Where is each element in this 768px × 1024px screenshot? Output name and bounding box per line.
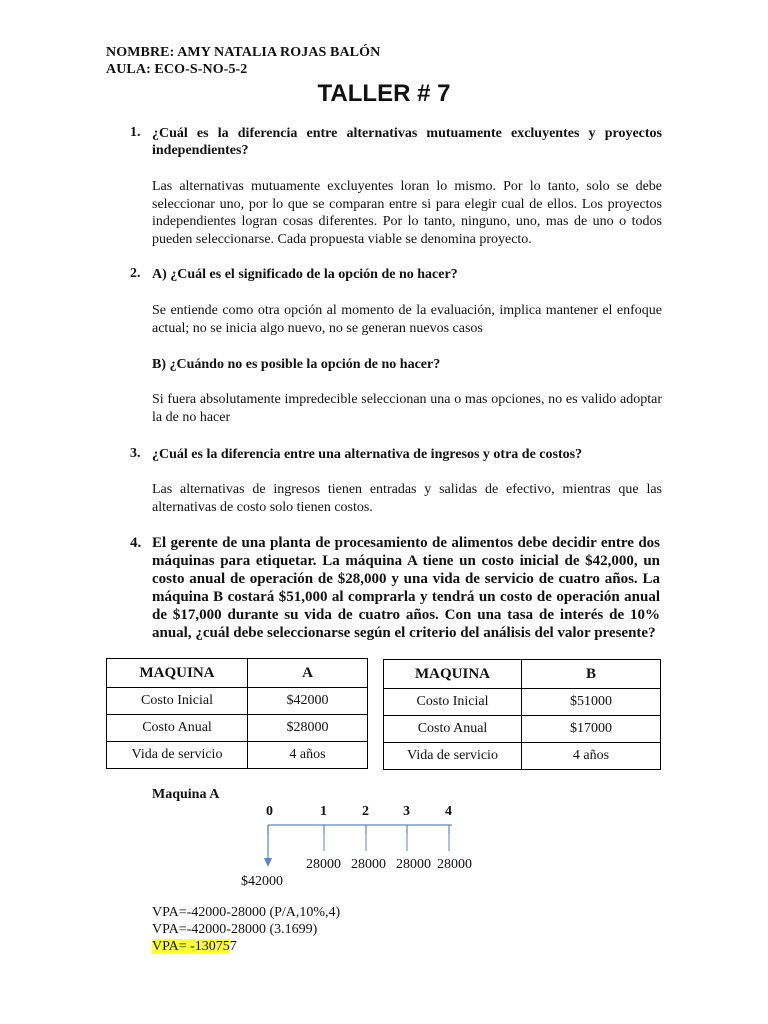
table-cell: $17000 — [522, 716, 661, 743]
table-cell: $28000 — [248, 715, 368, 742]
q3-question: ¿Cuál es la diferencia entre una alternativa de ingresos y otra de costos? — [152, 447, 583, 462]
arrow-head-icon — [264, 858, 272, 867]
period-label-1: 1 — [320, 804, 327, 819]
period-label-2: 2 — [362, 804, 369, 819]
vpa-result-tail: 7 — [229, 939, 237, 954]
q2b-question: B) ¿Cuándo no es posible la opción de no hacer? — [152, 357, 441, 372]
table-a-header-label: MAQUINA — [107, 659, 248, 688]
table-cell: Costo Inicial — [107, 688, 248, 715]
annual-flow-2: 28000 — [351, 857, 386, 872]
annual-flow-3: 28000 — [396, 857, 431, 872]
cashflow-title: Maquina A — [152, 787, 220, 802]
table-b-header-label: MAQUINA — [384, 660, 522, 689]
table-cell: Vida de servicio — [384, 743, 522, 770]
page-title: TALLER # 7 — [317, 80, 451, 107]
table-cell: $51000 — [522, 689, 661, 716]
vpa-line-2: VPA=-42000-28000 (3.1699) — [152, 922, 318, 937]
classroom: AULA: ECO-S-NO-5-2 — [106, 62, 248, 77]
period-label-3: 3 — [403, 804, 410, 819]
q3-answer: Las alternativas de ingresos tienen entradas y salidas de efectivo, mientras que las alternativas de costo solo tienen costos. — [152, 482, 662, 515]
q2a-question: A) ¿Cuál es el significado de la opción de no hacer? — [152, 267, 458, 282]
table-cell: 4 años — [248, 742, 368, 769]
table-b-header-value: B — [522, 660, 661, 689]
table-cell: Costo Anual — [384, 716, 522, 743]
vpa-result-highlight: VPA= -13075 — [152, 939, 230, 954]
q1-answer: Las alternativas mutuamente excluyentes loran lo mismo. Por lo tanto, solo se debe seleccionar uno, por lo que se comparan entre si para elegir cual de ellos. Los proyectos independientes logran cosas diferentes. Por lo tanto, ninguno, uno, mas de uno o todos pueden seleccionarse. Cada propuesta viable se denomina proyecto. — [152, 179, 662, 247]
period-label-0: 0 — [266, 804, 273, 819]
annual-flow-1: 28000 — [306, 857, 341, 872]
q4-question: El gerente de una planta de procesamiento de alimentos debe decidir entre dos máquinas para etiquetar. La máquina A tiene un costo inicial de $42,000, un costo anual de operación de $28,000 y una vida de servicio de cuatro años. La máquina B costará $51,000 al comprarla y tendrá un costo de operación anual de $17,000 durante su vida de cuatro años. Con una tasa de interés de 10% anual, ¿cuál debe seleccionarse según el criterio del análisis del valor presente? — [152, 535, 660, 641]
period-label-4: 4 — [445, 804, 452, 819]
q2b-answer: Si fuera absolutamente impredecible seleccionan una o mas opciones, no es valido adoptar la de no hacer — [152, 392, 662, 425]
vpa-result — [152, 939, 237, 955]
annual-flow-4: 28000 — [437, 857, 472, 872]
q2a-answer: Se entiende como otra opción al momento de la evaluación, implica mantener el enfoque actual; no se inicia algo nuevo, no se generan nuevos casos — [152, 303, 662, 336]
q2-number: 2. — [130, 266, 141, 281]
vpa-line-1: VPA=-42000-28000 (P/A,10%,4) — [152, 905, 341, 920]
initial-flow: $42000 — [241, 874, 283, 889]
table-a-header-value: A — [248, 659, 368, 688]
student-name: NOMBRE: AMY NATALIA ROJAS BALÓN — [106, 45, 381, 60]
q1-number: 1. — [130, 125, 141, 140]
q3-number: 3. — [130, 446, 141, 461]
table-cell: $42000 — [248, 688, 368, 715]
q4-number: 4. — [130, 535, 142, 551]
table-cell: 4 años — [522, 743, 661, 770]
q1-question: ¿Cuál es la diferencia entre alternativas mutuamente excluyentes y proyectos independientes? — [152, 126, 662, 158]
table-cell: Costo Anual — [107, 715, 248, 742]
table-cell: Vida de servicio — [107, 742, 248, 769]
table-cell: Costo Inicial — [384, 689, 522, 716]
